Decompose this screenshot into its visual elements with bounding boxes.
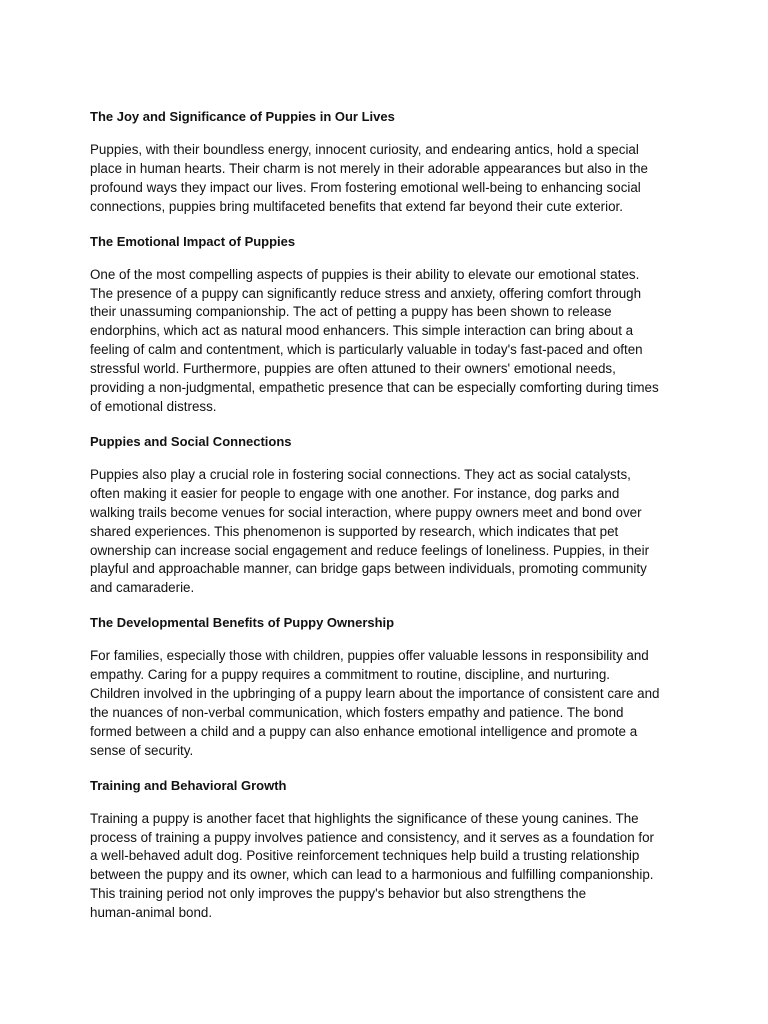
paragraph-line: ownership can increase social engagement and reduce feelings of loneliness. Puppies, in their	[90, 542, 650, 558]
paragraph-line: playful and approachable manner, can bridge gaps between individuals, promoting community	[90, 561, 647, 577]
section-heading-developmental-benefits: The Developmental Benefits of Puppy Ownership	[90, 615, 395, 631]
paragraph-line: empathy. Caring for a puppy requires a commitment to routine, discipline, and nurturing.	[90, 667, 611, 683]
paragraph-line: their unassuming companionship. The act of petting a puppy has been shown to release	[90, 304, 612, 320]
paragraph-line: stressful world. Furthermore, puppies are often attuned to their owners' emotional needs,	[90, 361, 616, 377]
paragraph-line: Children involved in the upbringing of a puppy learn about the importance of consistent care and	[90, 686, 660, 702]
paragraph-line: sense of security.	[90, 742, 194, 758]
paragraph-line: endorphins, which act as natural mood enhancers. This simple interaction can bring about a	[90, 323, 634, 339]
section-paragraph-developmental-benefits	[90, 647, 682, 760]
paragraph-line: formed between a child and a puppy can also enhance emotional intelligence and promote a	[90, 723, 638, 739]
paragraph-line: One of the most compelling aspects of puppies is their ability to elevate our emotional states.	[90, 266, 640, 282]
intro-line: place in human hearts. Their charm is not merely in their adorable appearances but also in the	[90, 160, 649, 176]
intro-line: profound ways they impact our lives. From fostering emotional well-being to enhancing social	[90, 179, 641, 195]
intro-line: connections, puppies bring multifaceted benefits that extend far beyond their cute exterior.	[90, 198, 623, 214]
intro-paragraph	[90, 141, 682, 217]
paragraph-line: providing a non-judgmental, empathetic presence that can be especially comforting during times	[90, 380, 659, 396]
section-heading-emotional-impact: The Emotional Impact of Puppies	[90, 233, 296, 249]
section-paragraph-training-growth	[90, 810, 682, 923]
paragraph-line: process of training a puppy involves patience and consistency, and it serves as a foundation for	[90, 829, 654, 845]
intro-line: Puppies, with their boundless energy, innocent curiosity, and endearing antics, hold a special	[90, 142, 639, 157]
section-heading-training-growth: Training and Behavioral Growth	[90, 777, 287, 793]
paragraph-line: between the puppy and its owner, which can lead to a harmonious and fulfilling companionship.	[90, 867, 654, 883]
paragraph-line: often making it easier for people to engage with one another. For instance, dog parks and	[90, 485, 620, 501]
paragraph-line: This training period not only improves the puppy's behavior but also strengthens the	[90, 886, 587, 902]
paragraph-line: feeling of calm and contentment, which is particularly valuable in today's fast-paced and often	[90, 342, 643, 358]
document-page	[90, 107, 682, 938]
section-heading-social-connections: Puppies and Social Connections	[90, 433, 292, 449]
paragraph-line: For families, especially those with children, puppies offer valuable lessons in responsibility and	[90, 648, 649, 664]
paragraph-line: Puppies also play a crucial role in fostering social connections. They act as social catalysts,	[90, 466, 631, 482]
section-paragraph-social-connections	[90, 466, 682, 598]
document-title: The Joy and Significance of Puppies in Our Lives	[90, 109, 395, 124]
paragraph-line: The presence of a puppy can significantly reduce stress and anxiety, offering comfort through	[90, 285, 642, 301]
paragraph-line: shared experiences. This phenomenon is supported by research, which indicates that pet	[90, 523, 619, 539]
paragraph-line: human-animal bond.	[90, 905, 213, 921]
paragraph-line: and camaraderie.	[90, 580, 195, 596]
paragraph-line: of emotional distress.	[90, 398, 217, 414]
paragraph-line: Training a puppy is another facet that highlights the significance of these young canines. The	[90, 810, 639, 826]
paragraph-line: a well-behaved adult dog. Positive reinforcement techniques help build a trusting relationship	[90, 848, 640, 864]
paragraph-line: walking trails become venues for social interaction, where puppy owners meet and bond over	[90, 504, 642, 520]
paragraph-line: the nuances of non-verbal communication, which fosters empathy and patience. The bond	[90, 704, 624, 720]
section-paragraph-emotional-impact	[90, 266, 682, 417]
